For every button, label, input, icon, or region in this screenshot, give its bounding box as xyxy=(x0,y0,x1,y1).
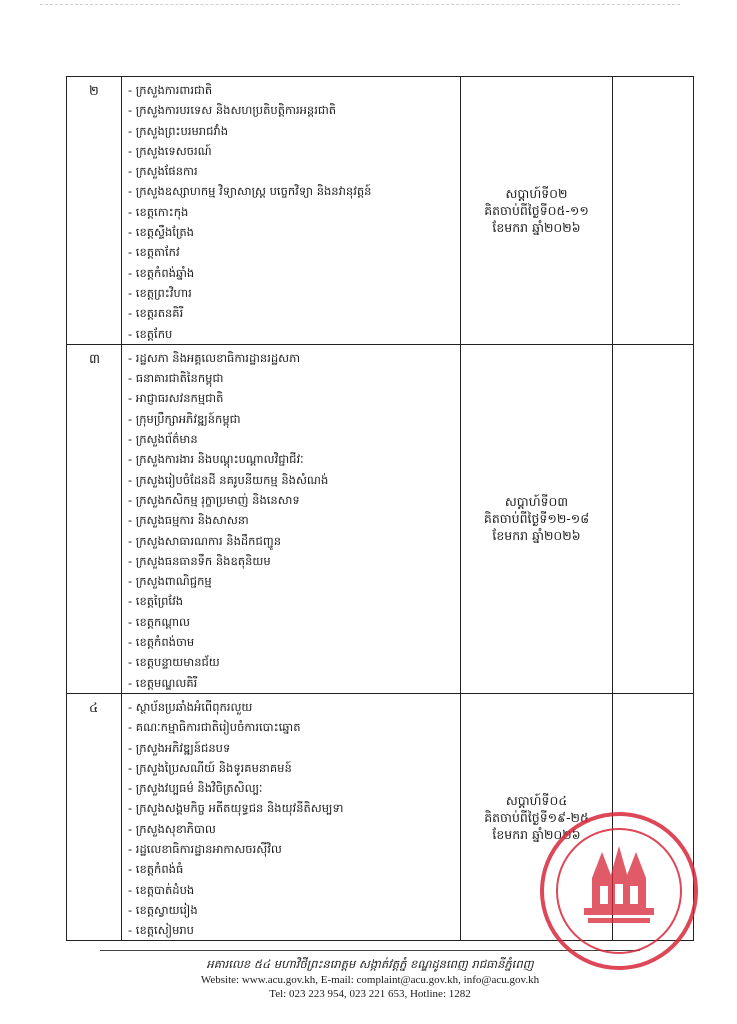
remarks-cell xyxy=(613,77,694,345)
institution-item: - ក្រសួងឧស្សាហកម្ម វិទ្យាសាស្ត្រ បច្ចេកវិទ្យា និងនវានុវត្តន៍ xyxy=(128,184,372,199)
remarks-cell xyxy=(613,344,694,693)
institution-item: - ក្រសួងការពារជាតិ xyxy=(128,83,213,97)
institution-item: - ខេត្តរតនគិរី xyxy=(128,306,184,321)
institution-item: - ក្រសួងសុខាភិបាល xyxy=(128,821,216,836)
footer-address: អគារលេខ ៥៤ មហាវិថីព្រះនរោត្តម សង្កាត់វត្តភ្នំ ខណ្ឌដូនពេញ រាជធានីភ្នំពេញ xyxy=(206,957,534,971)
schedule-week-cell xyxy=(461,344,613,693)
institution-item: - ក្រសួងសង្គមកិច្ច អតីតយុទ្ធជន និងយុវនីតិសម្បទា xyxy=(128,801,344,816)
schedule-table xyxy=(66,76,694,941)
institution-item: - ក្រសួងធម្មការ និងសាសនា xyxy=(128,513,249,528)
institution-item: - ក្រសួងការងារ និងបណ្តុះបណ្តាលវិជ្ជាជីវៈ xyxy=(128,452,304,467)
institution-item: - ក្រសួងពាណិជ្ជកម្ម xyxy=(128,574,212,589)
schedule-row xyxy=(67,77,694,345)
institution-item: - ក្រសួងធនធានទឹក និងឧតុនិយម xyxy=(128,553,271,568)
footer-phone: Tel: 023 223 954, 023 221 653, Hotline: 1282 xyxy=(269,988,471,1000)
institution-item: - ក្រសួងការបរទេស និងសហប្រតិបត្តិការអន្តរជាតិ xyxy=(128,103,337,118)
schedule-week: សប្តាហ៍ទី០៤ xyxy=(505,792,568,808)
schedule-week-cell xyxy=(461,77,613,345)
institution-item: - គណៈកម្មាធិការជាតិរៀបចំការបោះឆ្នោត xyxy=(128,720,301,735)
institution-list xyxy=(122,77,460,344)
institution-list-cell xyxy=(122,693,461,941)
institution-item: - ក្រសួងកសិកម្ម រុក្ខាប្រមាញ់ និងនេសាទ xyxy=(128,492,300,507)
footer-web-email: Website: www.acu.gov.kh, E-mail: complaint@acu.gov.kh, info@acu.gov.kh xyxy=(200,974,540,986)
institution-item: - ក្រសួងផែនការ xyxy=(128,164,198,179)
schedule-month: ខែមករា ឆ្នាំ២០២៦ xyxy=(492,219,581,235)
institution-item: - ខេត្តមណ្ឌលគិរី xyxy=(128,675,198,690)
institution-item: - ក្រសួងប្រៃសណីយ៍ និងទូរគមនាគមន៍ xyxy=(128,760,292,775)
schedule-week: សប្តាហ៍ទី០៣ xyxy=(504,494,569,510)
institution-item: - ស្ថាប័នប្រឆាំងអំពើពុករលួយ xyxy=(128,699,253,714)
schedule-period: គិតចាប់ពីថ្ងៃទី១២-១៨ xyxy=(483,511,590,527)
schedule-month: ខែមករា ឆ្នាំ២០២៦ xyxy=(492,528,581,544)
institution-item: - ក្រសួងព័ត៌មាន xyxy=(128,432,198,447)
institution-item: - ខេត្តបាត់ដំបង xyxy=(128,882,195,897)
institution-item: - ក្រសួងវប្បធម៌ និងវិចិត្រសិល្បៈ xyxy=(128,781,263,796)
schedule-row xyxy=(67,344,694,693)
schedule-period: គិតចាប់ពីថ្ងៃទី១៩-២៥ xyxy=(484,809,589,825)
institution-item: - រដ្ឋលេខាធិការដ្ឋានអាកាសចរស៊ីវិល xyxy=(128,841,282,856)
institution-item: - ខេត្តស្ទឹងត្រែង xyxy=(128,225,194,240)
institution-item: - ក្រុមប្រឹក្សាអភិវឌ្ឍន៍កម្ពុជា xyxy=(128,411,241,426)
institution-item: - អាជ្ញាធរសវនកម្មជាតិ xyxy=(128,391,224,406)
institution-item: - រដ្ឋសភា និងអគ្គលេខាធិការដ្ឋានរដ្ឋសភា xyxy=(128,350,301,365)
institution-item: - ខេត្តកណ្តាល xyxy=(128,614,190,629)
schedule-period: គិតចាប់ពីថ្ងៃទី០៥-១១ xyxy=(484,202,589,218)
row-number: ៣ xyxy=(67,344,122,693)
institution-item: - ខេត្តតាកែវ xyxy=(128,245,180,260)
institution-item: - ខេត្តកែប xyxy=(128,326,173,341)
institution-list xyxy=(122,345,460,693)
institution-item: - ខេត្តស្វាយរៀង xyxy=(128,902,198,917)
institution-item: - ខេត្តកំពង់ឆ្នាំង xyxy=(128,265,195,280)
institution-item: - ខេត្តកោះកុង xyxy=(128,204,189,219)
institution-item: - ខេត្តព្រៃវែង xyxy=(128,594,184,609)
schedule-month: ខែមករា ឆ្នាំ២០២៦ xyxy=(492,826,581,842)
official-seal-icon xyxy=(540,812,698,970)
institution-item: - ខេត្តបន្ទាយមានជ័យ xyxy=(128,655,220,670)
institution-list-cell xyxy=(122,77,461,345)
institution-item: - ក្រសួងរៀបចំដែនដី នគរូបនីយកម្ម និងសំណង់ xyxy=(128,472,329,487)
institution-item: - ក្រសួងអភិវឌ្ឍន៍ជនបទ xyxy=(128,740,231,755)
institution-list xyxy=(122,694,460,941)
institution-item: - ធនាគារជាតិនៃកម្ពុជា xyxy=(128,371,224,386)
row-number: ២ xyxy=(67,77,122,345)
page-top-border xyxy=(40,4,680,5)
institution-item: - ក្រសួងទេសចរណ៍ xyxy=(128,143,212,158)
institution-item: - ខេត្តកំពង់ចាម xyxy=(128,635,195,650)
institution-item: - ក្រសួងព្រះបរមរាជវាំង xyxy=(128,123,229,138)
institution-item: - ខេត្តកំពង់ធំ xyxy=(128,862,184,877)
institution-item: - ខេត្តសៀមរាប xyxy=(128,923,194,938)
row-number: ៤ xyxy=(67,693,122,941)
institution-list-cell xyxy=(122,344,461,693)
institution-item: - ខេត្តព្រះវិហារ xyxy=(128,285,192,300)
institution-item: - ក្រសួងសាធារណការ និងដឹកជញ្ជូន xyxy=(128,533,282,548)
schedule-week: សប្តាហ៍ទី០២ xyxy=(505,185,568,201)
